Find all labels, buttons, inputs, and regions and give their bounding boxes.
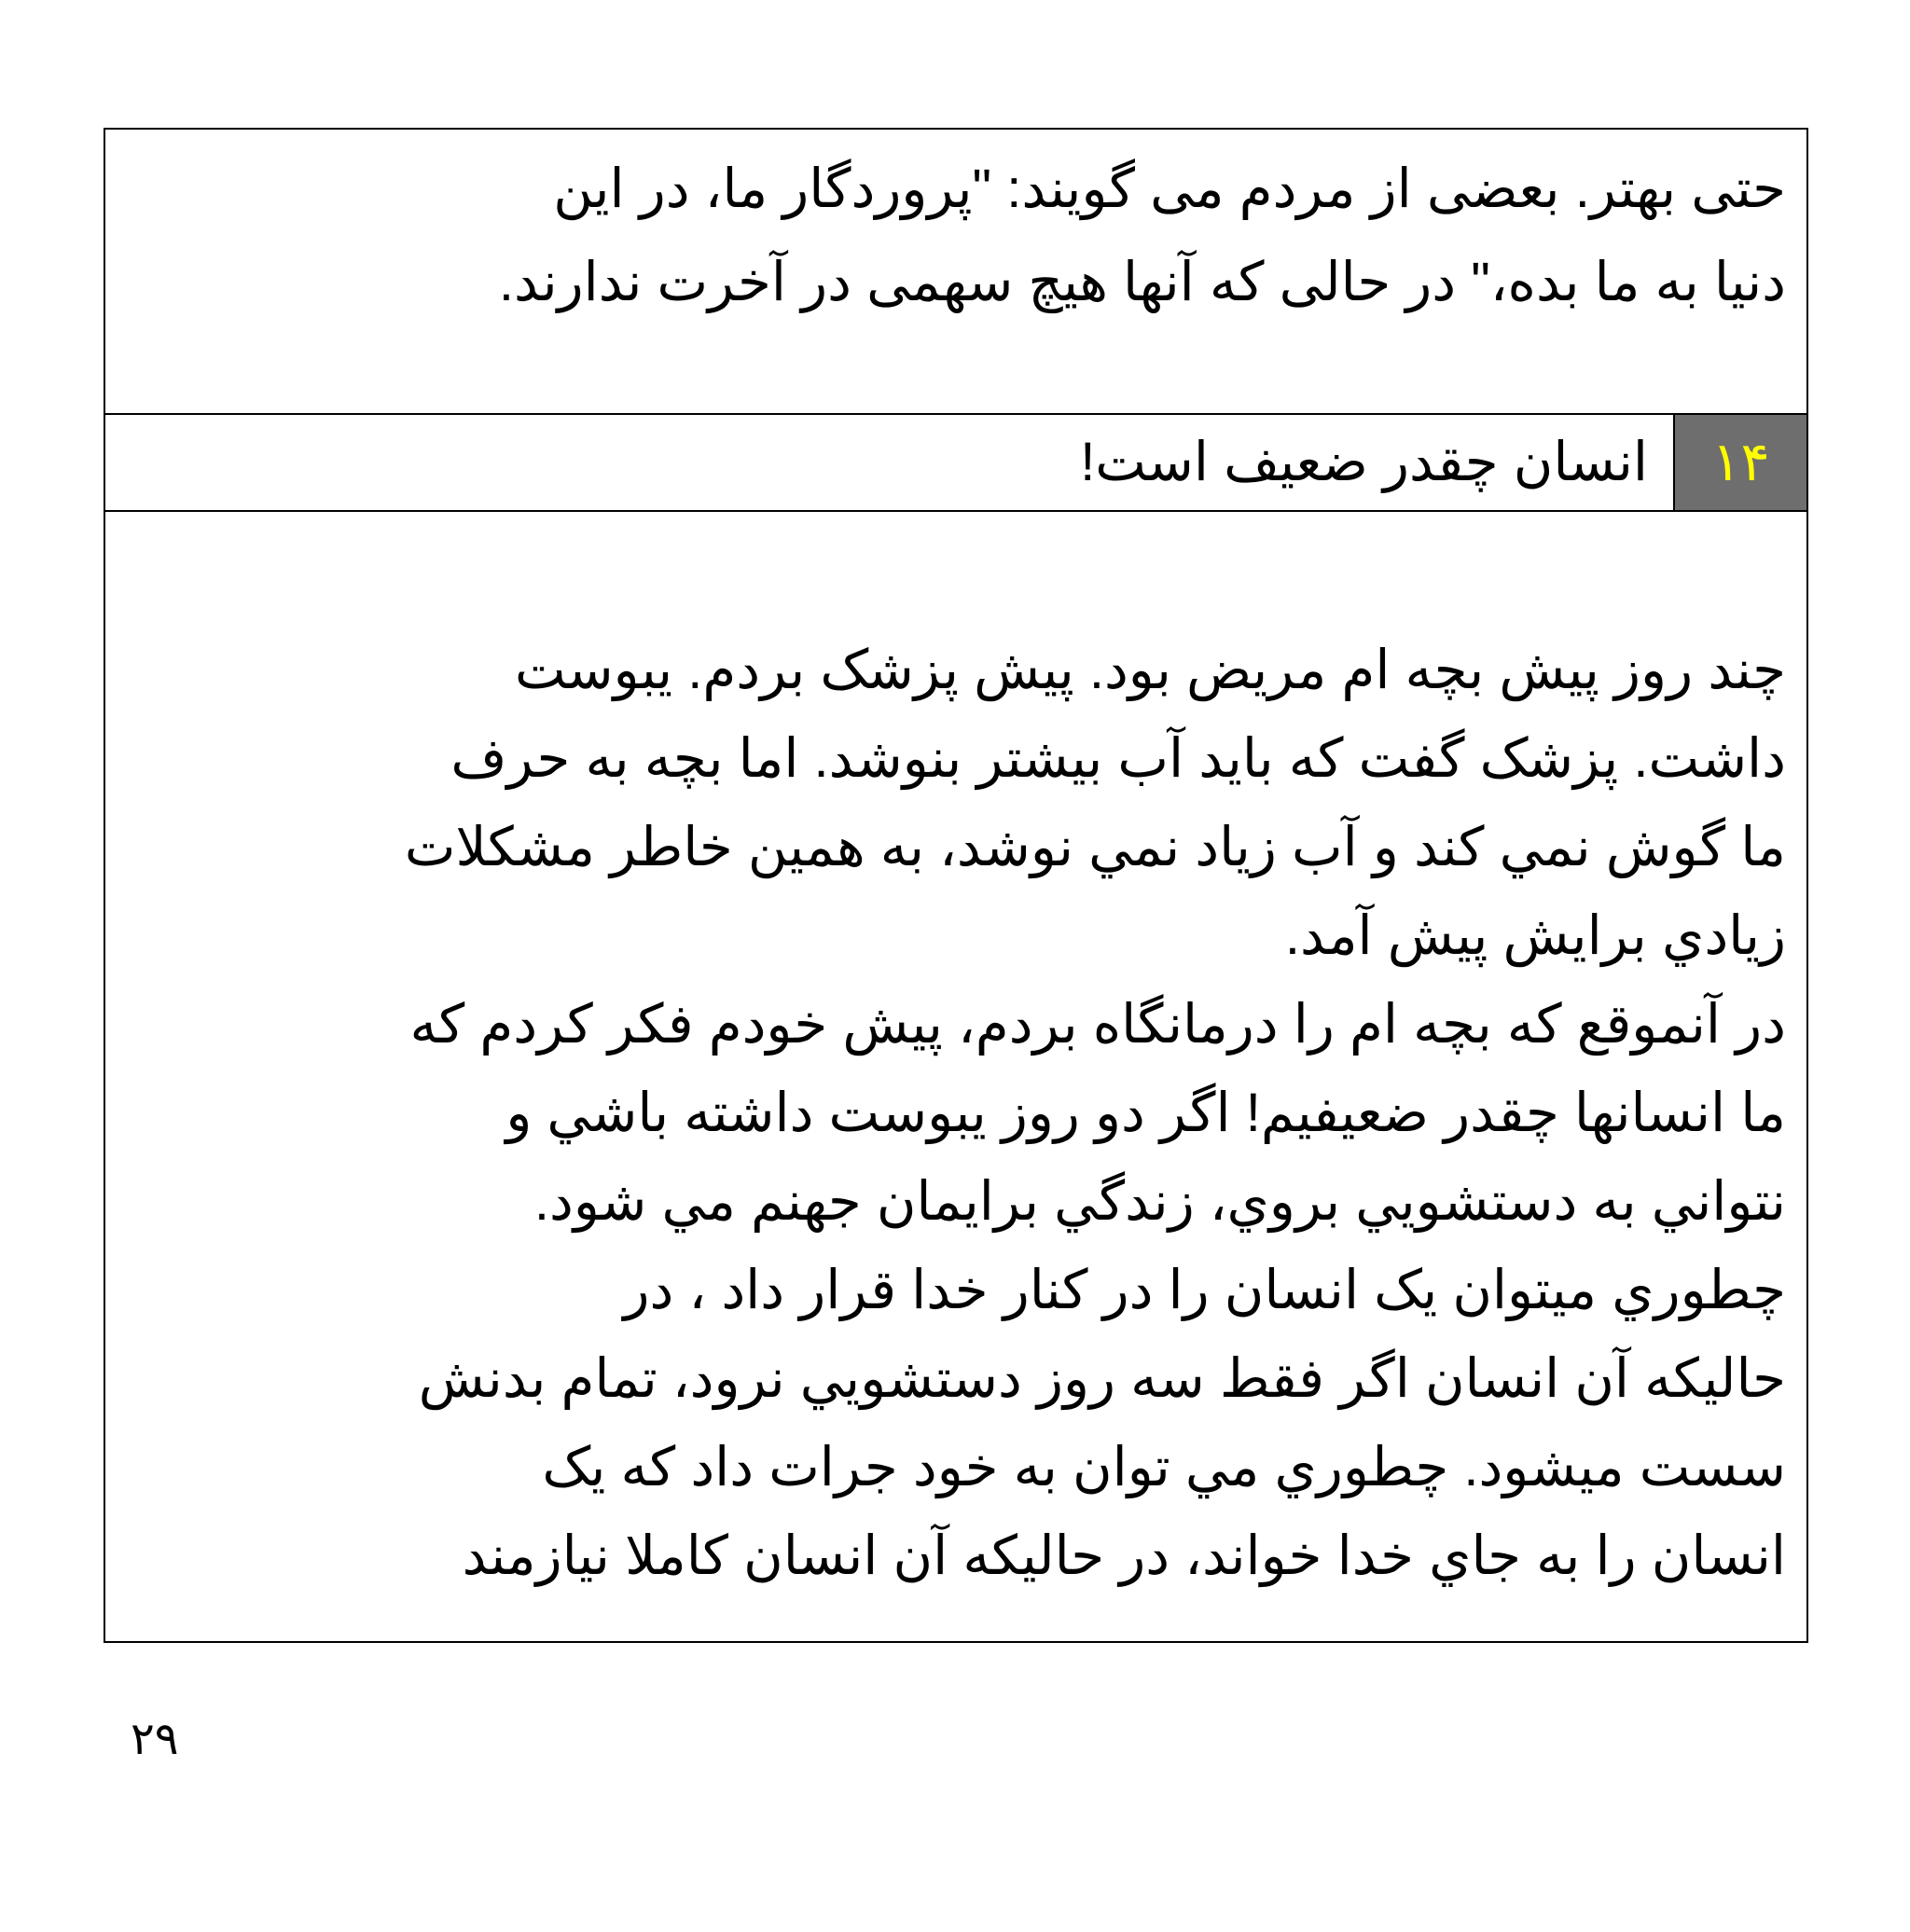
body-paragraph-2: در آنموقع که بچه ام را درمانگاه بردم، پیش خودم فکر کردم که ما انسانها چقدر ضعیفیم! اگر دو روز یبوست داشته باشي و نتواني به دستشویي بروي، زندگي برایمان جهنم مي شود. <box>409 994 1786 1232</box>
top-text-block <box>105 130 1806 415</box>
section-number-badge: ۱۴ <box>1673 415 1806 510</box>
section-body <box>105 512 1806 1641</box>
section-title-row <box>105 415 1806 512</box>
section-title: انسان چقدر ضعیف است! <box>1080 432 1648 492</box>
body-paragraph-3: چطوري میتوان یک انسان را در کنار خدا قرار داد ، در حالیکه آن انسان اگر فقط سه روز دستشویي نرود، تمام بدنش سست میشود. چطوري مي توان به خود جرات داد که یک انسان را به جاي خدا خواند، در حالیکه آن انسان کاملا نیازمند <box>418 1260 1786 1586</box>
page-frame <box>104 128 1808 1643</box>
page-number: ۲۹ <box>131 1715 179 1764</box>
top-paragraph: حتی بهتر. بعضی از مردم می گویند: "پروردگار ما، در این دنیا به ما بده،" در حالی که آنها هیچ سهمی در آخرت ندارند. <box>498 159 1786 312</box>
body-paragraph-1: چند روز پیش بچه ام مریض بود. پیش پزشک بردم. یبوست داشت. پزشک گفت که باید آب بیشتر بنوشد. اما بچه به حرف ما گوش نمي کند و آب زیاد نمي نوشد، به همین خاطر مشکلات زیادي برایش پیش آمد. <box>404 640 1786 966</box>
